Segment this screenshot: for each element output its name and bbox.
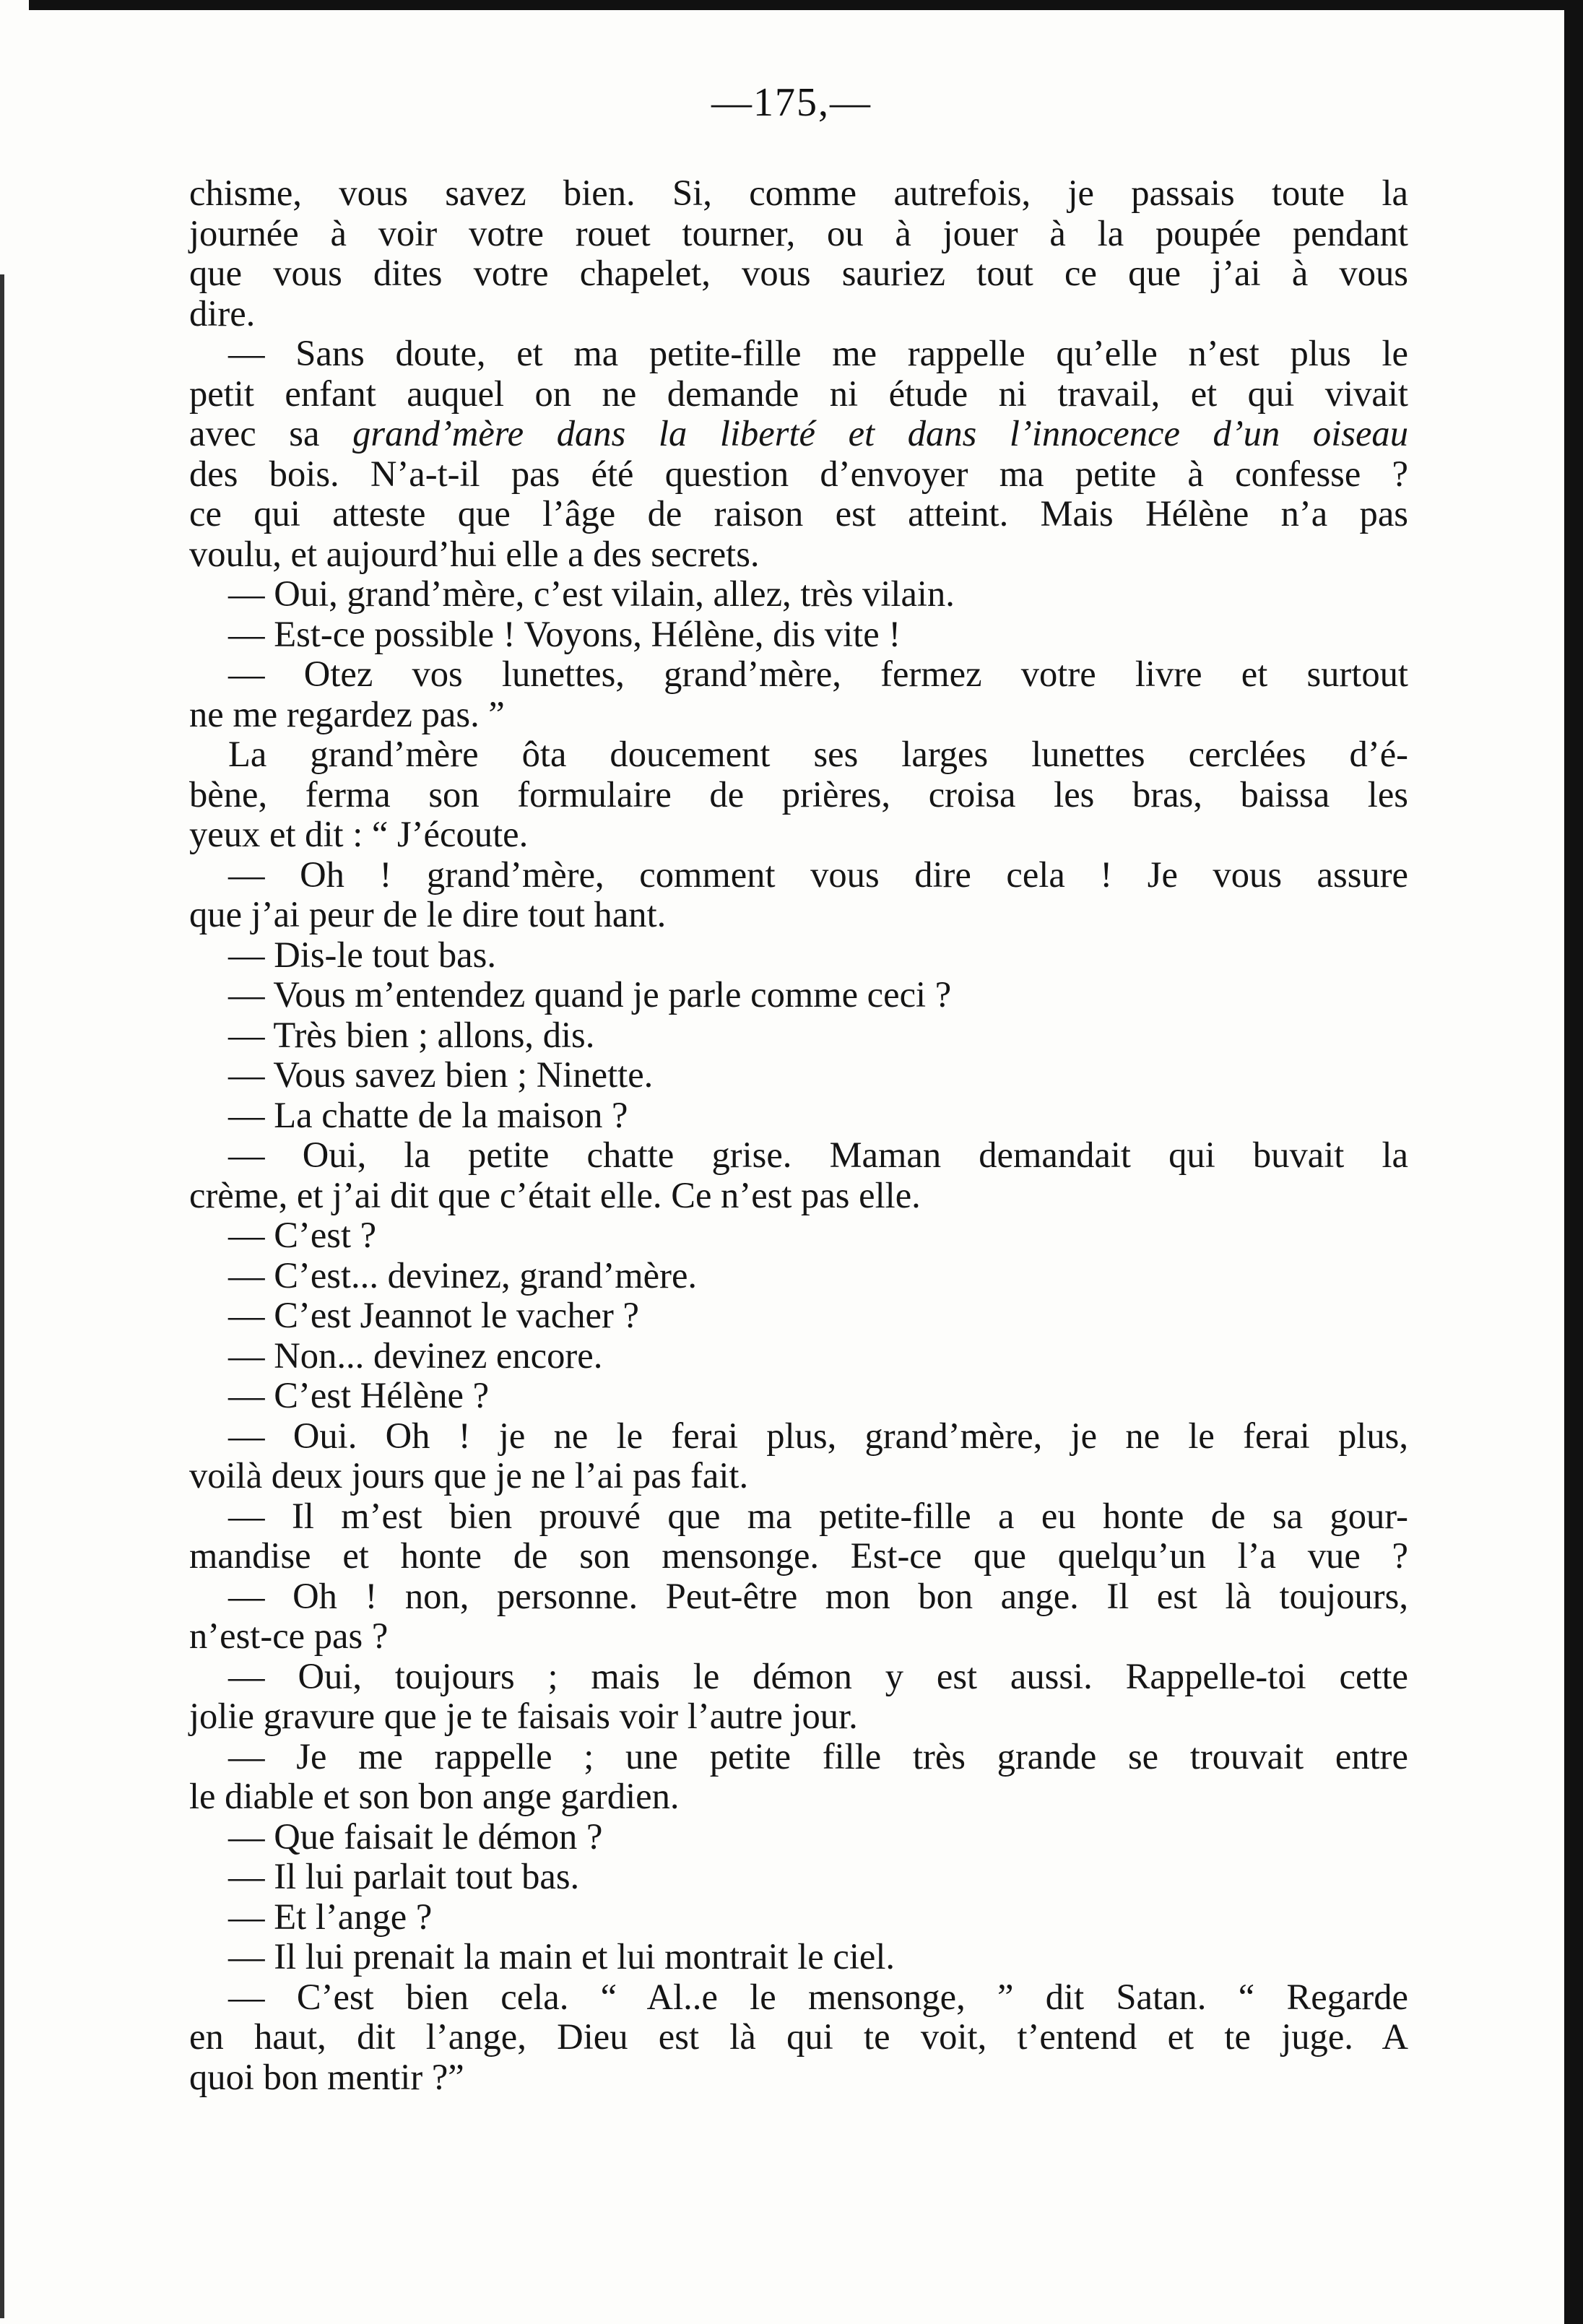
body-text bbox=[189, 173, 1408, 2097]
text-line: voilà deux jours que je ne l’ai pas fait. bbox=[189, 1455, 749, 1496]
text-line: journée à voir votre rouet tourner, ou à jouer à la poupée pendant bbox=[189, 212, 1408, 253]
text-line: bène, ferma son formulaire de prières, croisa les bras, baissa les bbox=[189, 773, 1408, 815]
text-line: que vous dites votre chapelet, vous sauriez tout ce que j’ai à vous bbox=[189, 253, 1408, 293]
text-line: quoi bon mentir ?” bbox=[189, 2056, 464, 2097]
text-line: — Est-ce possible ! Voyons, Hélène, dis vite ! bbox=[228, 613, 901, 654]
text-line: — Dis-le tout bas. bbox=[228, 934, 496, 975]
text-line: — Otez vos lunettes, grand’mère, fermez votre livre et surtout bbox=[228, 654, 1408, 694]
text-line: — Je me rappelle ; une petite fille très grande se trouvait entre bbox=[228, 1735, 1408, 1777]
text-line: — Sans doute, et ma petite-fille me rappelle qu’elle n’est plus le bbox=[228, 333, 1408, 373]
text-line: — C’est... devinez, grand’mère. bbox=[228, 1254, 698, 1296]
text-line: mandise et honte de son mensonge. Est-ce que quelqu’un l’a vue ? bbox=[189, 1535, 1408, 1576]
text-line: ne me regardez pas. ” bbox=[189, 693, 505, 734]
scan-left-border bbox=[0, 274, 4, 2318]
text-line: n’est-ce pas ? bbox=[189, 1616, 389, 1656]
text-line: — C’est bien cela. “ Al..e le mensonge, ” dit Satan. “ Regarde bbox=[228, 1976, 1408, 2017]
scan-right-border bbox=[1564, 0, 1583, 2324]
text-line: — Il m’est bien prouvé que ma petite-fille a eu honte de sa gour- bbox=[228, 1495, 1408, 1536]
text-line: — Vous m’entendez quand je parle comme ceci ? bbox=[228, 974, 952, 1015]
text-line: chisme, vous savez bien. Si, comme autrefois, je passais toute la bbox=[189, 173, 1408, 213]
text-line: en haut, dit l’ange, Dieu est là qui te voit, t’entend et te juge. A bbox=[189, 2016, 1408, 2057]
text-line: — C’est Jeannot le vacher ? bbox=[228, 1295, 639, 1335]
page-number: —175,— bbox=[711, 80, 872, 125]
text-line bbox=[189, 414, 1408, 454]
text-line: le diable et son bon ange gardien. bbox=[189, 1776, 680, 1816]
text-line: — Que faisait le démon ? bbox=[228, 1816, 603, 1857]
text-line: voulu, et aujourd’hui elle a des secrets. bbox=[189, 533, 760, 574]
text-line: — Oh ! grand’mère, comment vous dire cela ! Je vous assure bbox=[228, 854, 1408, 895]
text-line: La grand’mère ôta doucement ses larges lunettes cerclées d’é- bbox=[228, 734, 1408, 774]
text-line: des bois. N’a-t-il pas été question d’envoyer ma petite à confesse ? bbox=[189, 453, 1408, 494]
text-line: — Oh ! non, personne. Peut-être mon bon ange. Il est là toujours, bbox=[228, 1575, 1408, 1616]
text-line: yeux et dit : “ J’écoute. bbox=[189, 814, 529, 854]
text-line: — Il lui parlait tout bas. bbox=[228, 1856, 580, 1896]
text-line: — La chatte de la maison ? bbox=[228, 1094, 628, 1135]
text-line: — C’est ? bbox=[228, 1215, 377, 1255]
text-line: crème, et j’ai dit que c’était elle. Ce n’est pas elle. bbox=[189, 1174, 921, 1215]
text-line: ce qui atteste que l’âge de raison est atteint. Mais Hélène n’a pas bbox=[189, 493, 1408, 534]
text-line: — Oui, toujours ; mais le démon y est aussi. Rappelle-toi cette bbox=[228, 1655, 1408, 1696]
text-line: jolie gravure que je te faisais voir l’autre jour. bbox=[189, 1696, 858, 1736]
scan-top-border bbox=[29, 0, 1583, 10]
text-line: — Oui, la petite chatte grise. Maman demandait qui buvait la bbox=[228, 1135, 1408, 1175]
text-line: — Vous savez bien ; Ninette. bbox=[228, 1054, 654, 1095]
text-line-italic: grand’mère dans la liberté et dans l’innocence d’un oiseau bbox=[352, 413, 1408, 454]
text-line: dire. bbox=[189, 292, 256, 334]
text-line: — C’est Hélène ? bbox=[228, 1375, 490, 1415]
text-line: — Oui, grand’mère, c’est vilain, allez, très vilain. bbox=[228, 573, 955, 614]
text-line: — Il lui prenait la main et lui montrait le ciel. bbox=[228, 1936, 895, 1977]
text-line: que j’ai peur de le dire tout hant. bbox=[189, 894, 667, 935]
text-line: — Oui. Oh ! je ne le ferai plus, grand’mère, je ne le ferai plus, bbox=[228, 1415, 1408, 1456]
text-line: — Très bien ; allons, dis. bbox=[228, 1014, 595, 1055]
text-line: petit enfant auquel on ne demande ni étude ni travail, et qui vivait bbox=[189, 373, 1408, 414]
text-line: — Non... devinez encore. bbox=[228, 1335, 603, 1376]
text-line-roman: avec sa bbox=[189, 413, 353, 454]
text-line: — Et l’ange ? bbox=[228, 1896, 433, 1937]
